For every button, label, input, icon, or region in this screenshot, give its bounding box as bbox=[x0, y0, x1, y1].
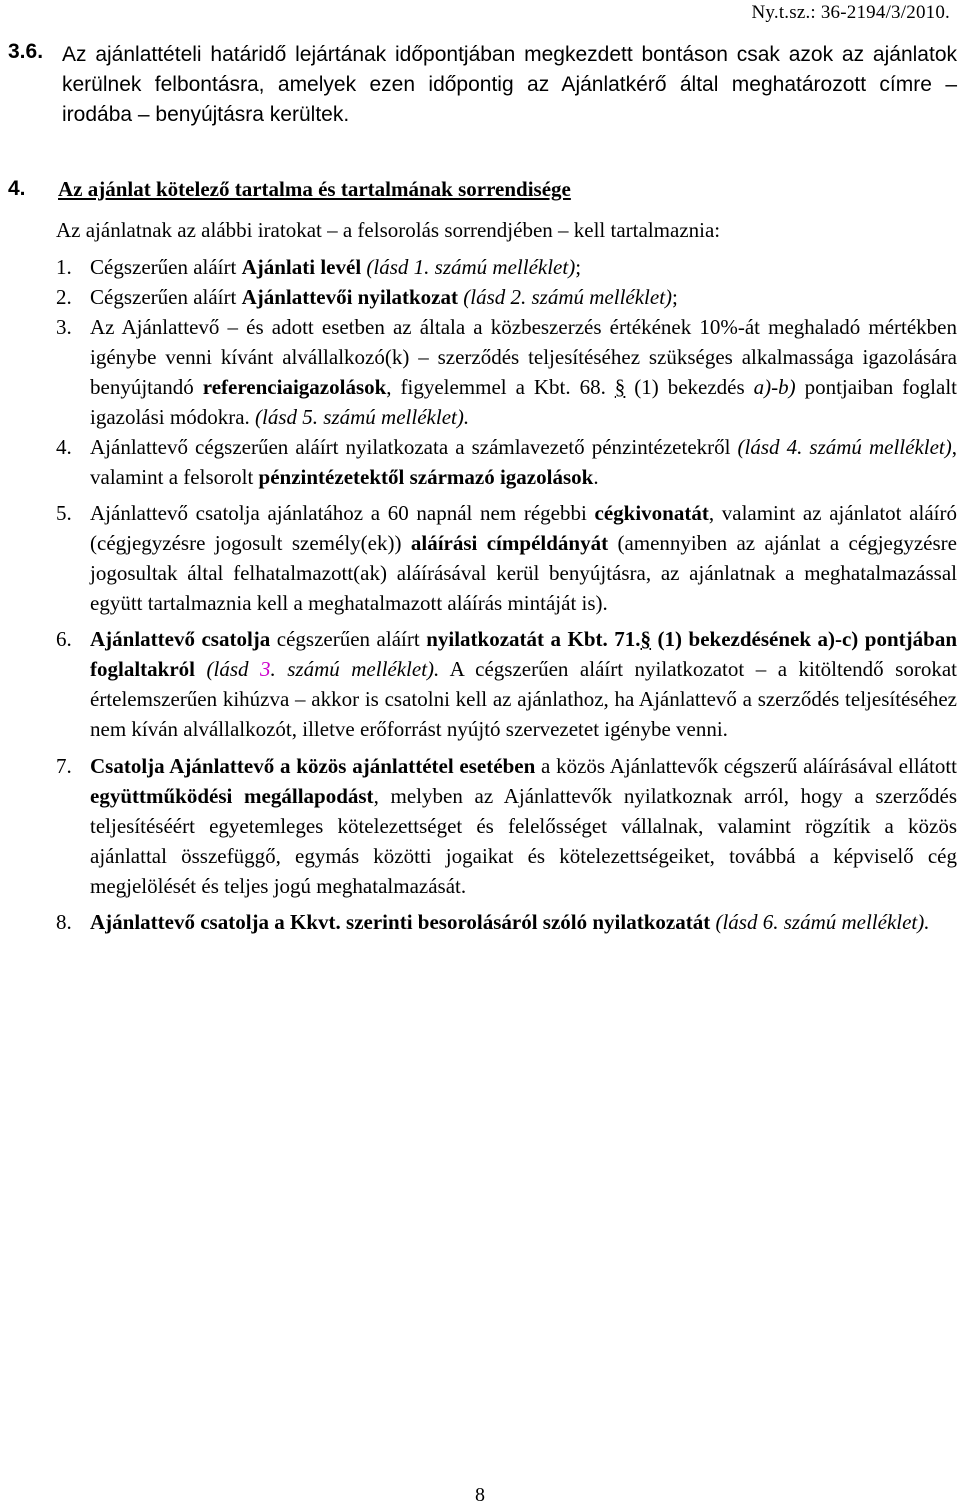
item-number: 2. bbox=[56, 285, 72, 309]
item-number: 6. bbox=[56, 627, 72, 651]
document-reference-number: Ny.t.sz.: 36-2194/3/2010. bbox=[751, 2, 950, 23]
section-4-number: 4. bbox=[8, 177, 26, 200]
list-item: 4. Ajánlattevő cégszerűen aláírt nyilatkozata a számlavezető pénzintézetekről (lásd 4. számú melléklet), valamint a felsorolt pénzintézetektől származó igazolások. bbox=[56, 432, 957, 492]
list-item: 8. Ajánlattevő csatolja a Kkvt. szerinti besorolásáról szóló nyilatkozatát (lásd 6. számú melléklet). bbox=[56, 907, 957, 937]
section-4-heading: Az ajánlat kötelező tartalma és tartalmának sorrendisége bbox=[58, 177, 571, 201]
list-item: 2. Cégszerűen aláírt Ajánlattevői nyilatkozat (lásd 2. számú melléklet); bbox=[56, 282, 957, 312]
section-number: 3.6. bbox=[8, 40, 44, 63]
required-documents-list bbox=[56, 252, 957, 937]
list-item: 5. Ajánlattevő csatolja ajánlatához a 60 napnál nem régebbi cégkivonatát, valamint az ajánlatot aláíró (cégjegyzésre jogosult személy(ek)) aláírási címpéldányát (amennyiben az ajánlat a cégjegyzésre jogosultak által felhatalmazott(ak) aláírásával kerül benyújtásra, az ajánlatnak a meghatalmazással együtt tartalmaznia kell a meghatalmazott aláírás mintáját is). bbox=[56, 498, 957, 618]
list-item: 7. Csatolja Ajánlattevő a közös ajánlattétel esetében a közös Ajánlattevők cégszerű aláírásával ellátott együttműködési megállapodást, melyben az Ajánlattevők nyilatkoznak arról, hogy a szerződés teljesítéséért egyetemleges kötelezettséget és felelősséget vállalnak, valamint rögzítik a közös ajánlattal összefüggő, egymás közötti jogaikat és kötelezettségeiket, továbbá a képviselő cég megjelölését és teljes jogú meghatalmazását. bbox=[56, 751, 957, 901]
section-4-intro: Az ajánlatnak az alábbi iratokat – a felsorolás sorrendjében – kell tartalmaznia: bbox=[56, 218, 721, 242]
list-item: 1. Cégszerűen aláírt Ajánlati levél (lásd 1. számú melléklet); bbox=[56, 252, 957, 282]
list-item: 3. Az Ajánlattevő – és adott esetben az általa a közbeszerzés értékének 10%-át meghaladó mértékben igénybe venni kívánt alvállalkozó(k) – szerződés teljesítéséhez szükséges alkalmassága igazolására benyújtandó referenciaigazolások, figyelemmel a Kbt. 68. § (1) bekezdés a)-b) pontjaiban foglalt igazolási módokra. (lásd 5. számú melléklet). bbox=[56, 312, 957, 432]
item-number: 1. bbox=[56, 255, 72, 279]
item-number: 8. bbox=[56, 910, 72, 934]
list-item: 6. Ajánlattevő csatolja cégszerűen aláírt nyilatkozatát a Kbt. 71.§ (1) bekezdésének a)-c) pontjában foglaltakról (lásd 3. számú melléklet). A cégszerűen aláírt nyilatkozatot – a kitöltendő sorokat értelemszerűen kihúzva – akkor is csatolni kell az ajánlathoz, ha Ajánlattevő a szerződés teljesítéséhez nem kíván alvállalkozót, illetve erőforrást nyújtó szervezetet igénybe venni. bbox=[56, 624, 957, 744]
item-number: 7. bbox=[56, 754, 72, 778]
page-number: 8 bbox=[475, 1484, 485, 1506]
section-paragraph: Az ajánlattételi határidő lejártának időpontjában megkezdett bontáson csak azok az ajánlatok kerülnek felbontásra, amelyek ezen időpontig az Ajánlatkérő által meghatározott címre – irodába – benyújtásra kerültek. bbox=[62, 43, 957, 126]
item-number: 5. bbox=[56, 501, 72, 525]
item-number: 3. bbox=[56, 315, 72, 339]
item-number: 4. bbox=[56, 435, 72, 459]
